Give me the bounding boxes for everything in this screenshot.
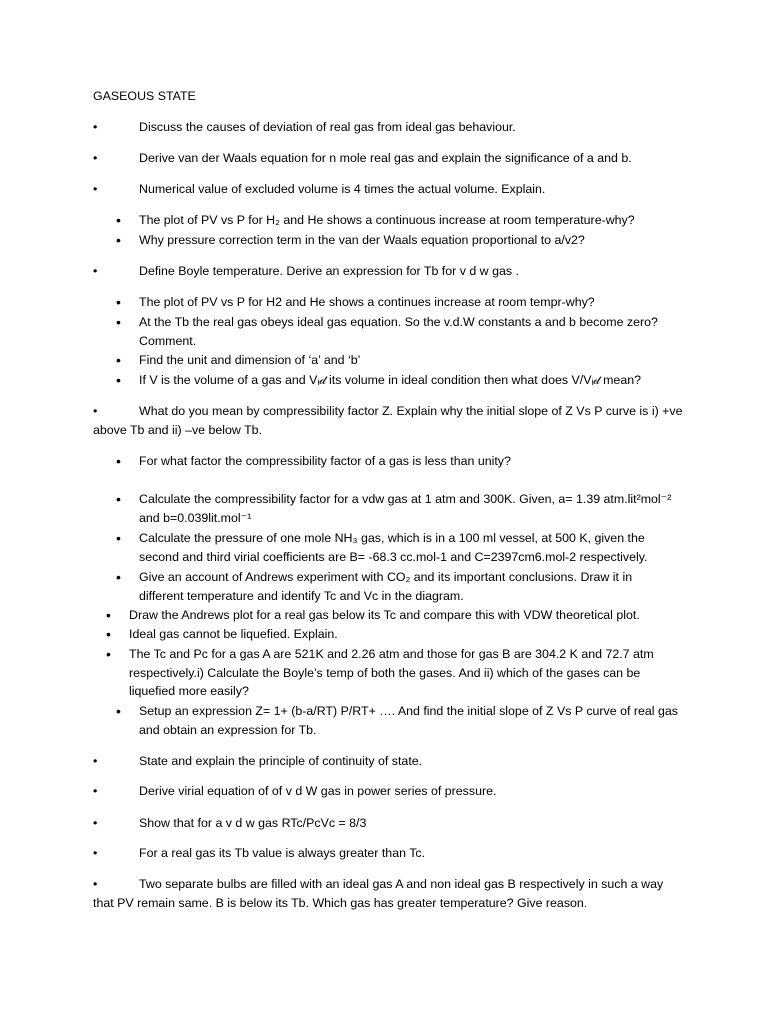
- list-item-text: Setup an expression Z= 1+ (b-a/RT) P/RT+ …. And find the initial slope of Z Vs P curve of real gas and obtain an expression for Tb.: [139, 704, 678, 737]
- bullet: •: [93, 404, 98, 418]
- list-item-text: Two separate bulbs are filled with an ideal gas A and non ideal gas B respectively in such a way that PV remain same. B is below its Tb. Which gas has greater temperature? Give reason.: [93, 877, 664, 910]
- list-item-text: Ideal gas cannot be liquefied. Explain.: [129, 627, 338, 641]
- list-item-text: Derive virial equation of of v d W gas in power series of pressure.: [139, 784, 497, 798]
- list-item-text: Why pressure correction term in the van der Waals equation proportional to a/v2?: [139, 233, 585, 247]
- bullet: •: [116, 212, 121, 228]
- list-item-text: The plot of PV vs P for H2 and He shows a continues increase at room tempr-why?: [139, 295, 595, 309]
- bullet: •: [116, 703, 121, 719]
- list-item-text: At the Tb the real gas obeys ideal gas equation. So the v.d.W constants a and b become zero? Comment.: [139, 315, 658, 348]
- bullet: •: [93, 120, 98, 134]
- list-item-text: For what factor the compressibility factor of a gas is less than unity?: [139, 454, 511, 468]
- bullet: •: [106, 646, 111, 662]
- list-item-text: State and explain the principle of continuity of state.: [139, 754, 423, 768]
- page-title: GASEOUS STATE: [93, 89, 196, 103]
- list-item-text: Derive van der Waals equation for n mole real gas and explain the significance of a and b.: [139, 151, 632, 165]
- bullet: •: [93, 877, 98, 891]
- bullet: •: [93, 846, 98, 860]
- list-item-text: Calculate the pressure of one mole NH₃ gas, which is in a 100 ml vessel, at 500 K, given the second and third virial coefficients are B= -68.3 cc.mol-1 and C=2397cm6.mol-2 respectively.: [139, 531, 648, 564]
- bullet: •: [116, 569, 121, 585]
- bullet: •: [93, 784, 98, 798]
- list-item-text: The plot of PV vs P for H₂ and He shows a continuous increase at room temperature-why?: [139, 213, 635, 227]
- list-item-text: Give an account of Andrews experiment with CO₂ and its important conclusions. Draw it in different temperature and identify Tc and Vc in the diagram.: [139, 570, 633, 603]
- list-item-text: Define Boyle temperature. Derive an expression for Tb for v d w gas .: [139, 264, 519, 278]
- bullet: •: [93, 264, 98, 278]
- bullet: •: [116, 530, 121, 546]
- list-item-text: Calculate the compressibility factor for a vdw gas at 1 atm and 300K. Given, a= 1.39 atm.lit²mol⁻² and b=0.039lit.mol⁻¹: [139, 492, 672, 525]
- list-item-text: Draw the Andrews plot for a real gas below its Tc and compare this with VDW theoretical plot.: [129, 608, 640, 622]
- bullet: •: [93, 816, 98, 830]
- bullet: •: [116, 453, 121, 469]
- list-item-text: The Tc and Pc for a gas A are 521K and 2.26 atm and those for gas B are 304.2 K and 72.7 atm respectively.i) Calculate the Boyle’s temp of both the gases. And ii) which of the gases can be liquefied more easily?: [129, 647, 654, 698]
- bullet: •: [106, 626, 111, 642]
- bullet: •: [116, 372, 121, 388]
- bullet: •: [93, 754, 98, 768]
- bullet: •: [116, 314, 121, 330]
- list-item-text: If V is the volume of a gas and Vᵢ𝒹 its volume in ideal condition then what does V/Vᵢ𝒹 mean?: [139, 373, 641, 387]
- bullet: •: [106, 607, 111, 623]
- list-item-text: Show that for a v d w gas RTc/PcVc = 8/3: [139, 816, 367, 830]
- bullet: •: [116, 491, 121, 507]
- bullet: •: [93, 182, 98, 196]
- bullet: •: [116, 294, 121, 310]
- list-item-text: What do you mean by compressibility factor Z. Explain why the initial slope of Z Vs P curve is i) +ve above Tb and ii) –ve below Tb.: [93, 404, 683, 437]
- list-item-text: For a real gas its Tb value is always greater than Tc.: [139, 846, 426, 860]
- bullet: •: [116, 352, 121, 368]
- list-item-text: Find the unit and dimension of ‘a’ and ‘b’: [139, 353, 361, 367]
- list-item-text: Discuss the causes of deviation of real gas from ideal gas behaviour.: [139, 120, 516, 134]
- bullet: •: [93, 151, 98, 165]
- bullet: •: [116, 232, 121, 248]
- list-item-text: Numerical value of excluded volume is 4 times the actual volume. Explain.: [139, 182, 546, 196]
